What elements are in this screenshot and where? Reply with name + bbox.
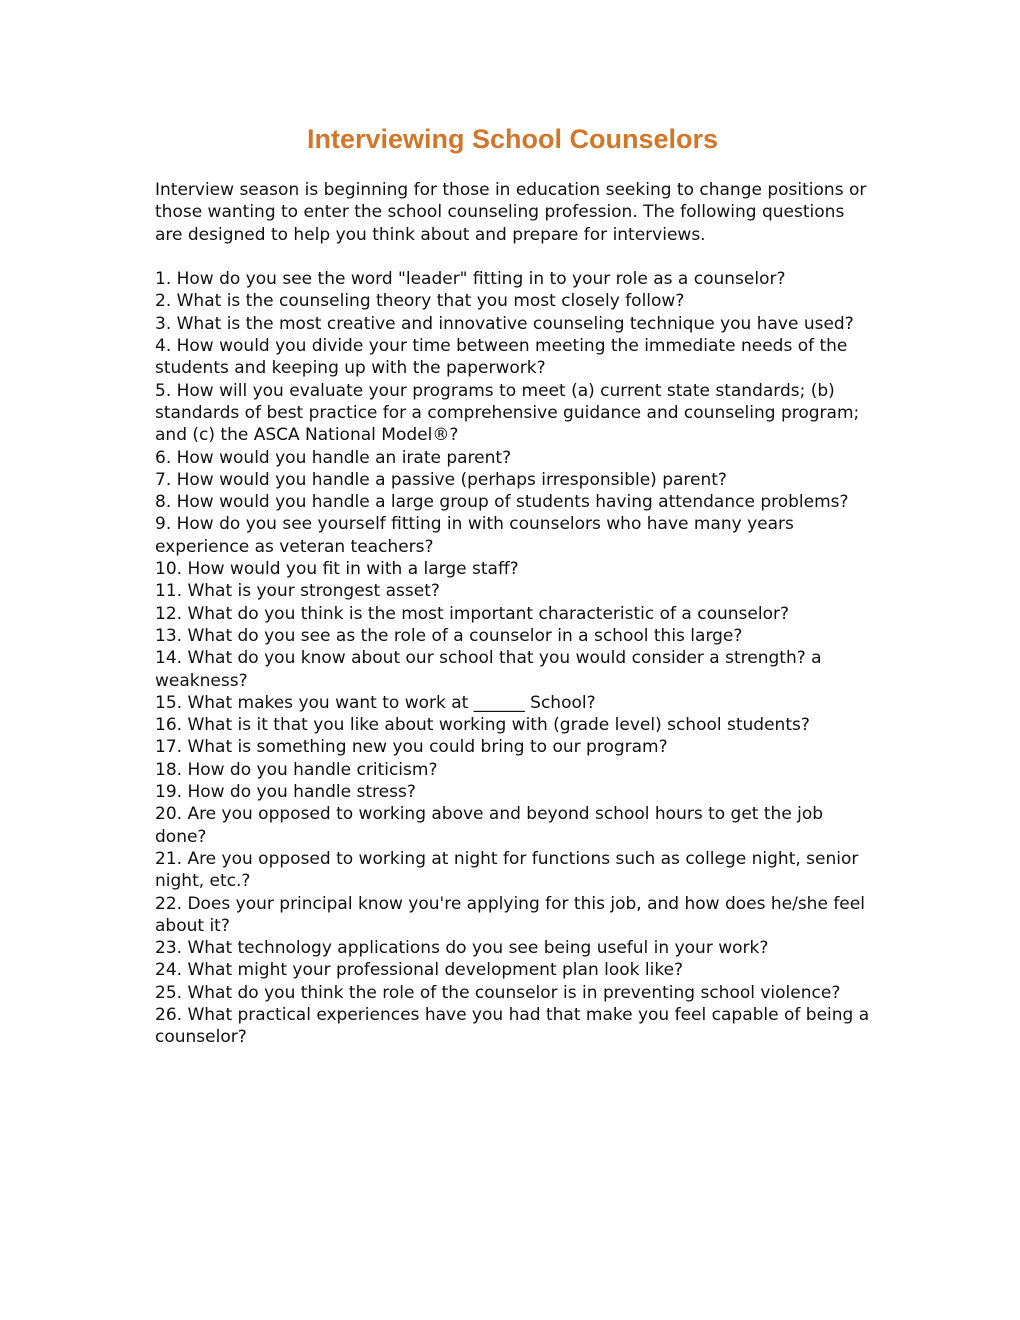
question-item: 1. How do you see the word "leader" fitting in to your role as a counselor? [155, 269, 786, 290]
question-item: 15. What makes you want to work at ______ School? [155, 692, 596, 713]
question-item: 13. What do you see as the role of a counselor in a school this large? [155, 625, 743, 646]
question-item: 23. What technology applications do you see being useful in your work? [155, 938, 769, 959]
question-list [155, 268, 870, 1048]
question-item: 22. Does your principal know you're applying for this job, and how does he/she feel about it? [155, 893, 865, 936]
question-item: 12. What do you think is the most important characteristic of a counselor? [155, 603, 789, 624]
question-item: 2. What is the counseling theory that you most closely follow? [155, 291, 685, 312]
question-item: 10. How would you fit in with a large staff? [155, 559, 519, 580]
question-item: 25. What do you think the role of the counselor is in preventing school violence? [155, 982, 841, 1003]
question-item: 19. How do you handle stress? [155, 782, 416, 803]
question-item: 5. How will you evaluate your programs to meet (a) current state standards; (b) standards of best practice for a comprehensive guidance and counseling program; and (c) the ASCA National Model®? [155, 380, 860, 446]
document-title: Interviewing School Counselors [306, 124, 719, 154]
question-item: 20. Are you opposed to working above and beyond school hours to get the job done? [155, 804, 824, 847]
question-item: 26. What practical experiences have you had that make you feel capable of being a counselor? [155, 1004, 870, 1048]
question-item: 6. How would you handle an irate parent? [155, 447, 512, 468]
question-item: 24. What might your professional development plan look like? [155, 960, 684, 981]
question-item: 17. What is something new you could bring to our program? [155, 737, 668, 758]
question-item: 11. What is your strongest asset? [155, 581, 440, 602]
intro-paragraph: Interview season is beginning for those in education seeking to change positions or those wanting to enter the school counseling profession. The following questions are designed to help you think about and prepare for interviews. [155, 180, 867, 245]
question-item: 7. How would you handle a passive (perhaps irresponsible) parent? [155, 469, 727, 490]
question-item: 16. What is it that you like about working with (grade level) school students? [155, 715, 810, 736]
question-item: 14. What do you know about our school that you would consider a strength? a weakness? [155, 648, 822, 691]
document-body [155, 179, 870, 1049]
question-item: 21. Are you opposed to working at night for functions such as college night, senior night, etc.? [155, 848, 859, 892]
question-item: 4. How would you divide your time between meeting the immediate needs of the students and keeping up with the paperwork? [155, 336, 848, 379]
question-item: 9. How do you see yourself fitting in with counselors who have many years experience as veteran teachers? [155, 514, 794, 557]
question-item: 18. How do you handle criticism? [155, 759, 438, 780]
question-item: 3. What is the most creative and innovative counseling technique you have used? [155, 313, 854, 334]
question-item: 8. How would you handle a large group of students having attendance problems? [155, 492, 849, 513]
